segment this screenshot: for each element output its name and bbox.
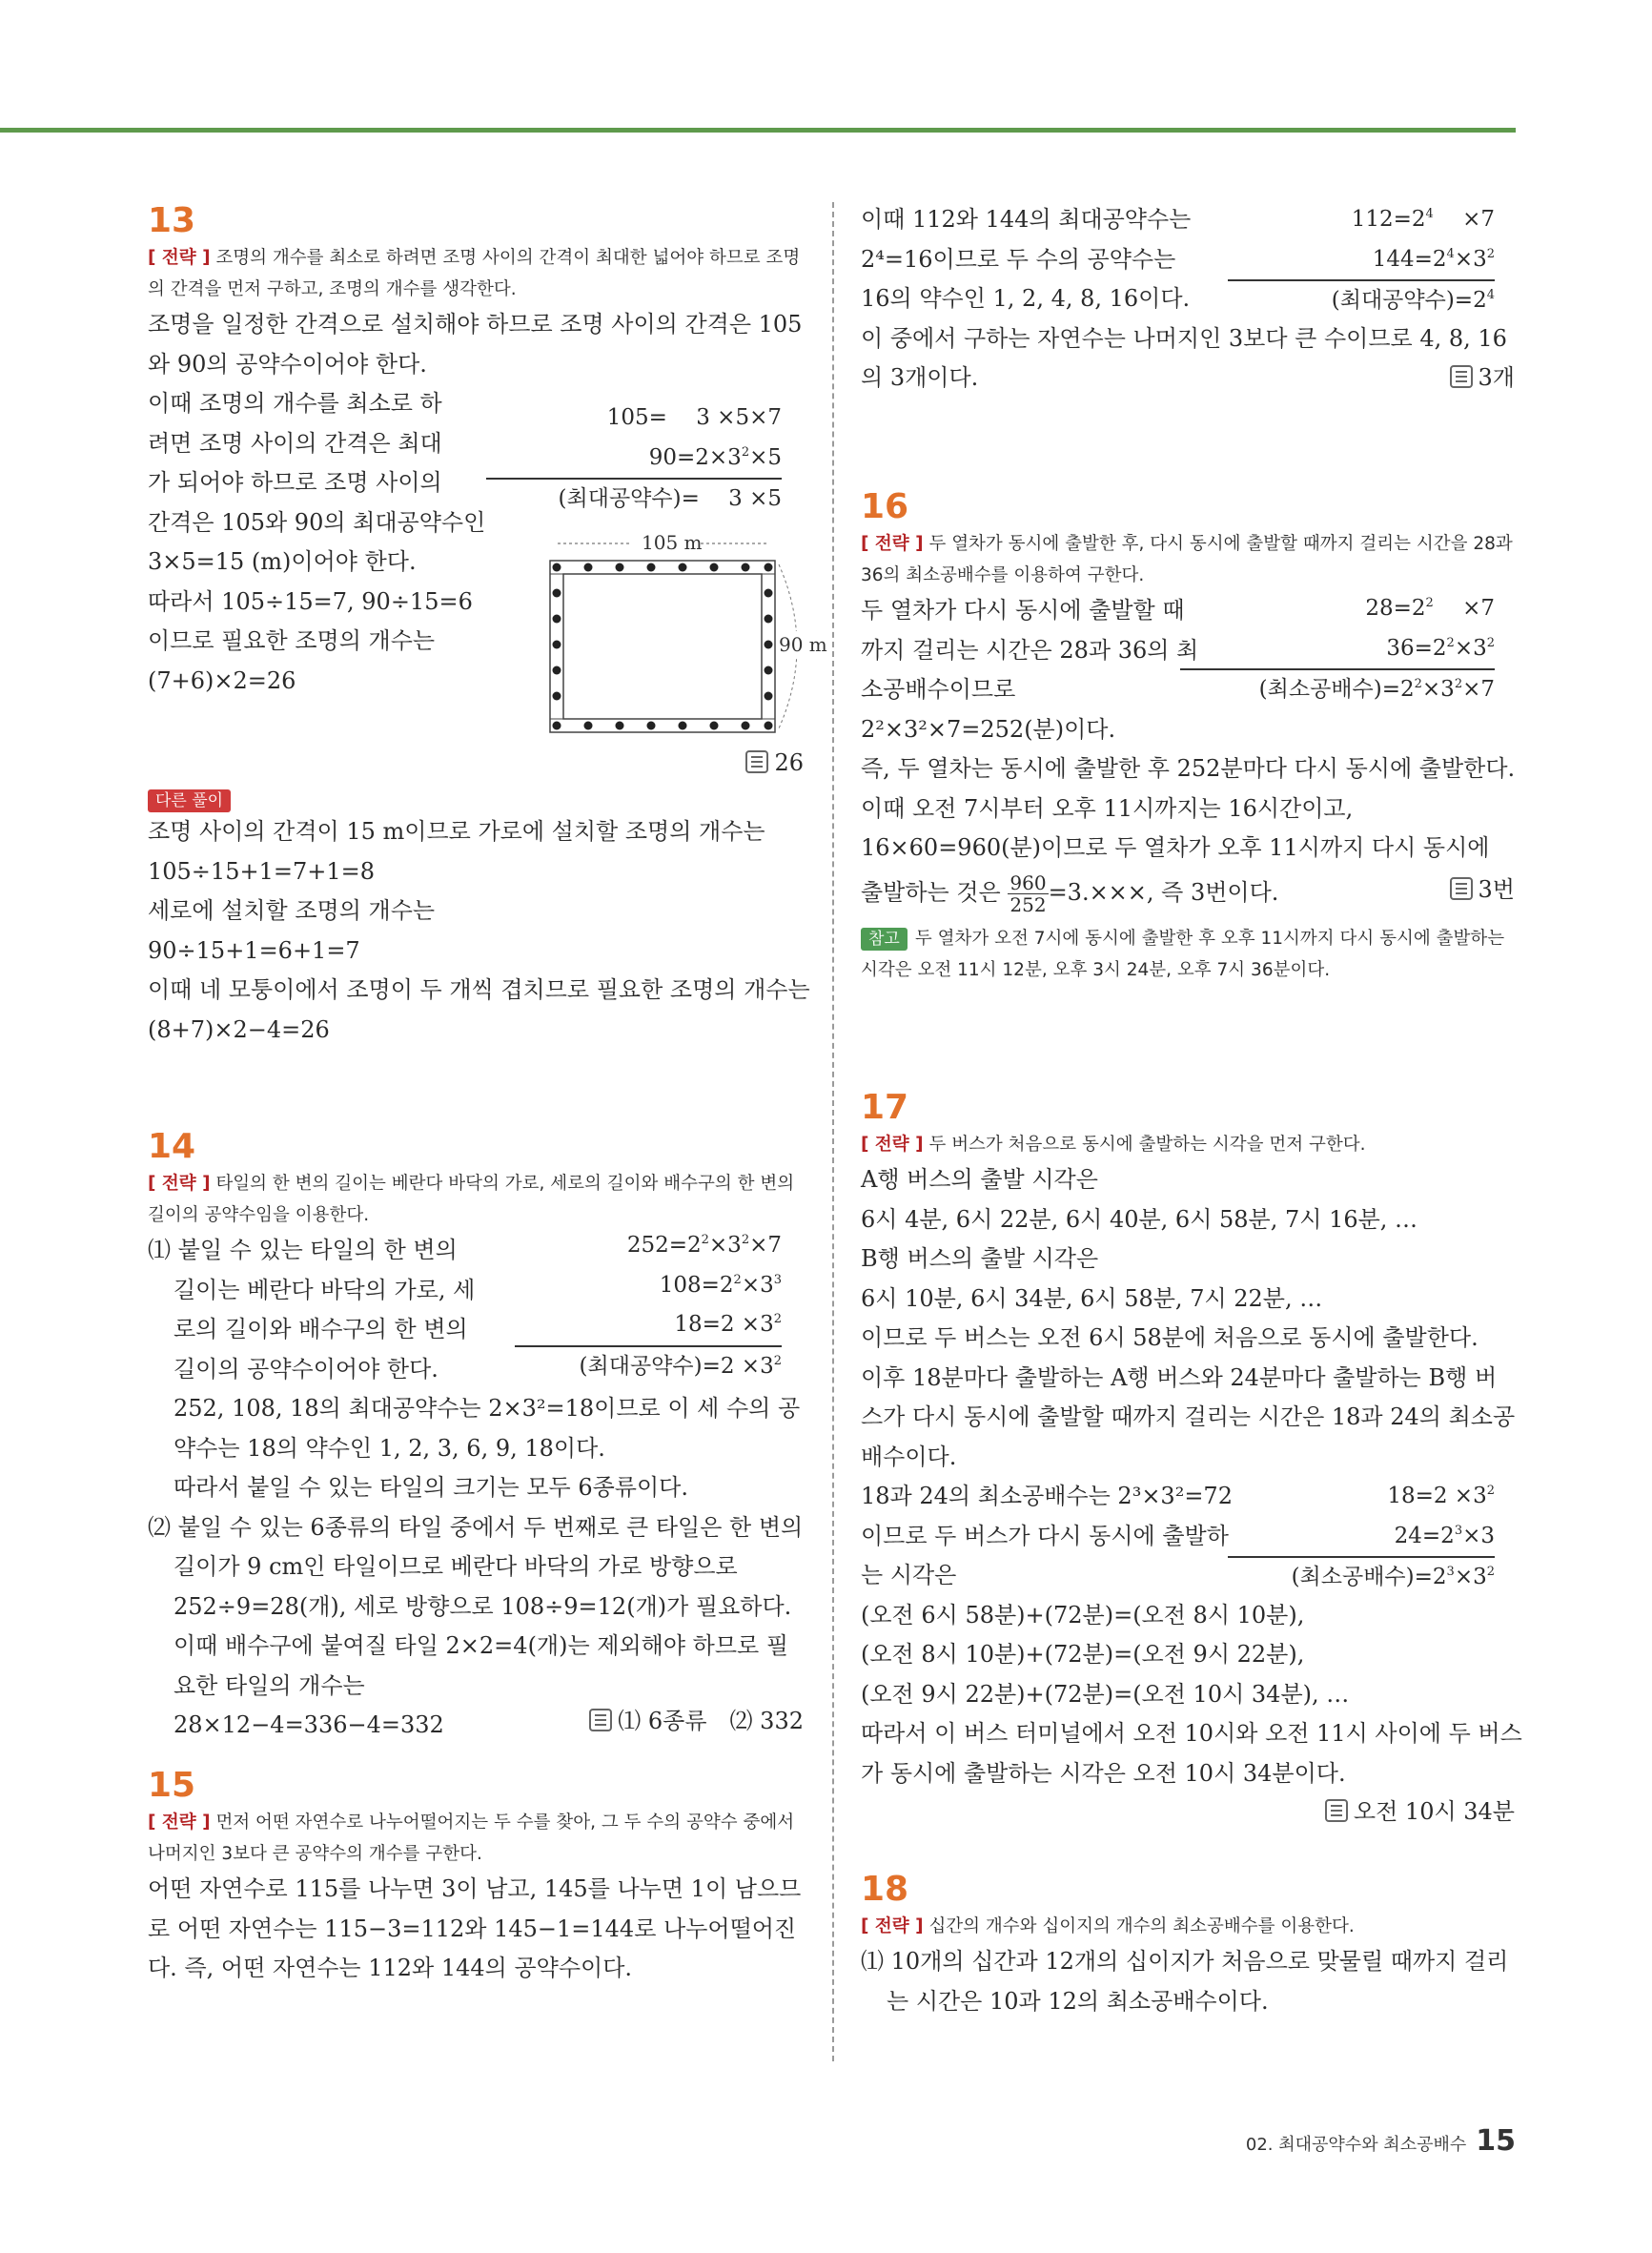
strategy-tag: [ 전략 ] — [148, 1813, 211, 1833]
solution-line — [861, 869, 1515, 916]
solution-line: 약수는 18의 약수인 1, 2, 3, 6, 9, 18이다. — [173, 1434, 605, 1462]
solution-line: 는 시간은 10과 12의 최소공배수이다. — [887, 1987, 1269, 2015]
solution-line: (오전 8시 10분)+(72분)=(오전 9시 22분), — [861, 1641, 1305, 1668]
solution-line: 이때 조명의 개수를 최소로 하 — [148, 390, 442, 417]
gcd-calculation — [515, 1226, 782, 1386]
calc-row: $108=2^2\times 3^3$ — [659, 1272, 782, 1298]
solution-line: 세로에 설치할 조명의 개수는 — [148, 897, 436, 924]
solution-line: 로 어떤 자연수는 115−3=112와 145−1=144로 나누어떨어진 — [148, 1915, 797, 1942]
section-title: 02. 최대공약수와 최소공배수 — [1245, 2135, 1467, 2155]
calc-row: (최대공약수)$=2 \times 3^2$ — [515, 1345, 782, 1387]
solution-line: 이므로 두 버스가 다시 동시에 출발하 — [861, 1522, 1229, 1549]
lcm-calculation — [1228, 1477, 1495, 1598]
solution-line: 따라서 105÷15=7, 90÷15=6 — [148, 587, 473, 615]
solution-line: 90÷15+1=6+1=7 — [148, 936, 360, 964]
calc-row: $252=2^2\times 3^2\times 7$ — [626, 1233, 782, 1258]
strategy — [148, 242, 804, 305]
solution-line: ⑵ 붙일 수 있는 6종류의 타일 중에서 두 번째로 큰 타일은 한 변의 — [148, 1513, 804, 1541]
problem-number: 17 — [861, 1088, 909, 1127]
solution-line: 의 3개이다. — [861, 364, 979, 391]
solution-line: 3×5=15 (m)이어야 한다. — [148, 548, 417, 575]
solution-line: 6시 10분, 6시 34분, 6시 58분, 7시 22분, … — [861, 1284, 1323, 1312]
solution-line: 이때 네 모퉁이에서 조명이 두 개씩 겹치므로 필요한 조명의 개수는 — [148, 976, 810, 1003]
diagram-width-label: 105 m — [642, 531, 703, 554]
diagram-height-label: 90 m — [779, 633, 827, 656]
answer-line — [1450, 358, 1515, 399]
problem-number: 18 — [861, 1870, 909, 1909]
solution-line: 소공배수이므로 — [861, 676, 1016, 703]
right-column — [861, 200, 1522, 2021]
strategy-tag: [ 전략 ] — [148, 248, 211, 268]
solution-line: 배수이다. — [861, 1443, 957, 1470]
calc-row: 105= 3 ×5×7 — [606, 405, 782, 430]
solution-line: 이때 배수구에 붙여질 타일 2×2=4(개)는 제외해야 하므로 필 — [173, 1632, 789, 1659]
solution-line: (8+7)×2−4=26 — [148, 1015, 330, 1043]
strategy-text: 십간의 개수와 십이지의 개수의 최소공배수를 이용한다. — [928, 1916, 1355, 1936]
strategy-tag: [ 전략 ] — [861, 1135, 924, 1155]
answer-line — [589, 1702, 804, 1742]
solution-line: 즉, 두 열차는 동시에 출발한 후 252분마다 다시 동시에 출발한다. — [861, 755, 1516, 782]
note — [861, 920, 1515, 986]
calc-row: (최소공배수)$=2^2\times 3^2\times 7$ — [1180, 668, 1495, 710]
problem-number: 14 — [148, 1127, 196, 1166]
solution-line: 이 중에서 구하는 자연수는 나머지인 3보다 큰 수이므로 4, 8, 16 — [861, 324, 1507, 352]
answer-value: 3개 — [1478, 364, 1515, 391]
left-column — [148, 200, 827, 1989]
solution-line: ⑴ 붙일 수 있는 타일의 한 변의 — [148, 1237, 458, 1263]
lighting-diagram — [529, 526, 827, 746]
gcd-calculation — [1228, 200, 1495, 321]
solution-line: 18과 24의 최소공배수는 2³×3²=72 — [861, 1483, 1233, 1509]
fraction — [1008, 872, 1048, 915]
solution-line: 다. 즉, 어떤 자연수는 112와 144의 공약수이다. — [148, 1955, 633, 1981]
strategy-text: 먼저 어떤 자연수로 나누어떨어지는 두 수를 찾아, 그 두 수의 공약수 중에서 나머지인 3보다 큰 공약수의 개수를 구한다. — [148, 1813, 795, 1864]
problem-15-continued — [861, 200, 1515, 486]
solution-line: A행 버스의 출발 시각은 — [861, 1166, 1098, 1193]
strategy-tag: [ 전략 ] — [148, 1174, 211, 1194]
calc-row: $144=2^4\times 3^2$ — [1372, 246, 1495, 272]
solution-line: 28×12−4=336−4=332 — [173, 1711, 444, 1738]
solution-line: 105÷15+1=7+1=8 — [148, 857, 375, 885]
column-divider — [832, 202, 834, 2061]
calc-row: $18=2 \times 3^2$ — [674, 1312, 782, 1337]
solution-line: 252÷9=28(개), 세로 방향으로 108÷9=12(개)가 필요하다. — [173, 1592, 792, 1620]
solution-line: 16의 약수인 1, 2, 4, 8, 16이다. — [861, 285, 1191, 312]
answer-icon — [1450, 877, 1473, 900]
solution-text: =3.×××, 즉 3번이다. — [1048, 878, 1279, 906]
calc-row: $36=2^2\times 3^2$ — [1386, 635, 1495, 661]
solution-line: 간격은 105와 90의 최대공약수인 — [148, 508, 486, 536]
solution-line: 스가 다시 동시에 출발할 때까지 걸리는 시간은 18과 24의 최소공 — [861, 1403, 1516, 1430]
page-number: 15 — [1476, 2124, 1516, 2158]
solution-line: 따라서 붙일 수 있는 타일의 크기는 모두 6종류이다. — [173, 1474, 688, 1501]
strategy — [861, 1129, 1515, 1160]
strategy-text: 조명의 개수를 최소로 하려면 조명 사이의 간격이 최대한 넓어야 하므로 조명의 간격을 먼저 구하고, 조명의 개수를 생각한다. — [148, 248, 801, 299]
answer-line — [745, 744, 804, 784]
solution-line: (오전 9시 22분)+(72분)=(오전 10시 34분), … — [861, 1680, 1350, 1708]
calc-row: $90=2\times 3^2\times 5$ — [648, 444, 782, 470]
answer-line — [1450, 866, 1515, 913]
strategy — [148, 1807, 804, 1870]
answer-icon — [1450, 365, 1473, 388]
lcm-calculation — [1180, 589, 1495, 710]
problem-14 — [148, 1126, 804, 1746]
calc-row: $112=2^4$ ×7 — [1351, 207, 1495, 232]
answer-line — [1325, 1792, 1515, 1833]
strategy-text: 두 열차가 동시에 출발한 후, 다시 동시에 출발할 때까지 걸리는 시간을 28과 36의 최소공배수를 이용하여 구한다. — [861, 534, 1513, 585]
solution-line: 요한 타일의 개수는 — [173, 1671, 365, 1699]
solution-line: 길이가 9 cm인 타일이므로 베란다 바닥의 가로 방향으로 — [173, 1553, 738, 1580]
strategy-tag: [ 전략 ] — [861, 534, 924, 554]
solution-line: 2²×3²×7=252(분)이다. — [861, 715, 1116, 743]
calc-row: (최대공약수)= 3 ×5 — [486, 478, 782, 520]
answer-icon — [745, 750, 768, 773]
solution-line: 길이는 베란다 바닥의 가로, 세 — [173, 1276, 476, 1303]
strategy — [861, 528, 1515, 591]
answer-value: 오전 10시 34분 — [1353, 1798, 1515, 1825]
solution-line: 252, 108, 18의 최대공약수는 2×3²=18이므로 이 세 수의 공 — [173, 1395, 801, 1422]
note-text: 두 열차가 오전 7시에 동시에 출발한 후 오후 11시까지 다시 동시에 출발하는 시각은 오전 11시 12분, 오후 3시 24분, 오후 7시 36분이다. — [861, 928, 1505, 980]
top-green-rule — [0, 128, 1516, 133]
solution-line: 2⁴=16이므로 두 수의 공약수는 — [861, 245, 1176, 273]
alternative-solution — [148, 782, 810, 1050]
problem-18 — [861, 1869, 1515, 2021]
solution-line: ⑴ 10개의 십간과 12개의 십이지가 처음으로 맞물릴 때까지 걸리 — [861, 1948, 1509, 1975]
answer-value: ⑴ 6종류 ⑵ 332 — [618, 1708, 804, 1734]
solution-line: 와 90의 공약수이어야 한다. — [148, 350, 427, 378]
page-footer — [1239, 2124, 1516, 2158]
calc-row: $24=2^3\times 3$ — [1394, 1523, 1495, 1548]
solution-line: (7+6)×2=26 — [148, 666, 296, 694]
calc-row: $28=2^2$ ×7 — [1365, 596, 1495, 621]
problem-13 — [148, 200, 827, 782]
solution-line: 길이의 공약수이어야 한다. — [173, 1355, 438, 1383]
strategy — [148, 1168, 804, 1231]
problem-number: 15 — [148, 1766, 196, 1805]
solution-line: 따라서 이 버스 터미널에서 오전 10시와 오전 11시 사이에 두 버스 — [861, 1720, 1522, 1747]
calc-row: (최소공배수)$=2^3\times 3^2$ — [1228, 1556, 1495, 1598]
strategy-tag: [ 전략 ] — [861, 1916, 924, 1936]
solution-line: 어떤 자연수로 115를 나누면 3이 남고, 145를 나누면 1이 남으므 — [148, 1875, 802, 1902]
solution-line: 가 동시에 출발하는 시각은 오전 10시 34분이다. — [861, 1759, 1346, 1787]
gcd-calculation — [486, 399, 782, 520]
solution-line: 두 열차가 다시 동시에 출발할 때 — [861, 597, 1185, 624]
solution-line: 이때 오전 7시부터 오후 11시까지는 16시간이고, — [861, 794, 1354, 822]
answer-icon — [1325, 1799, 1348, 1822]
solution-line: 려면 조명 사이의 간격은 최대 — [148, 429, 442, 457]
answer-value: 26 — [774, 749, 804, 776]
solution-line: 조명을 일정한 간격으로 설치해야 하므로 조명 사이의 간격은 105 — [148, 311, 803, 338]
solution-line: 이므로 필요한 조명의 개수는 — [148, 627, 436, 654]
solution-line: 이후 18분마다 출발하는 A행 버스와 24분마다 출발하는 B행 버 — [861, 1363, 1498, 1391]
problem-number: 16 — [861, 487, 909, 526]
calc-row: (최대공약수)$=2^4$ — [1228, 279, 1495, 321]
strategy-text: 두 버스가 처음으로 동시에 출발하는 시각을 먼저 구한다. — [928, 1135, 1366, 1155]
fraction-numerator: 960 — [1010, 870, 1047, 894]
solution-line: 이므로 두 버스는 오전 6시 58분에 처음으로 동시에 출발한다. — [861, 1324, 1479, 1351]
problem-number: 13 — [148, 201, 196, 240]
calc-row: $18=2 \times 3^2$ — [1387, 1484, 1495, 1508]
solution-line: 로의 길이와 배수구의 한 변의 — [173, 1316, 468, 1342]
fraction-denominator: 252 — [1010, 892, 1047, 916]
problem-15 — [148, 1765, 804, 1989]
strategy-text: 타일의 한 변의 길이는 베란다 바닥의 가로, 세로의 길이와 배수구의 한 변의 길이의 공약수임을 이용한다. — [148, 1174, 795, 1225]
answer-value: 3번 — [1478, 876, 1515, 903]
note-tag: 참고 — [861, 928, 908, 951]
solution-line: 는 시각은 — [861, 1562, 957, 1588]
solution-line: 가 되어야 하므로 조명 사이의 — [148, 469, 442, 496]
solution-line: 까지 걸리는 시간은 28과 36의 최 — [861, 636, 1199, 664]
problem-16 — [861, 486, 1515, 1087]
solution-line: 이때 112와 144의 최대공약수는 — [861, 206, 1192, 233]
solution-line: 16×60=960(분)이므로 두 열차가 오후 11시까지 다시 동시에 — [861, 834, 1490, 861]
solution-line: 조명 사이의 간격이 15 m이므로 가로에 설치할 조명의 개수는 — [148, 818, 765, 845]
answer-icon — [589, 1709, 612, 1731]
solution-line: B행 버스의 출발 시각은 — [861, 1245, 1099, 1272]
strategy — [861, 1911, 1515, 1942]
alt-solution-tag: 다른 풀이 — [148, 789, 231, 812]
problem-17 — [861, 1087, 1522, 1869]
solution-text: 출발하는 것은 — [861, 878, 1001, 906]
solution-line: 6시 4분, 6시 22분, 6시 40분, 6시 58분, 7시 16분, … — [861, 1205, 1418, 1233]
solution-line: (오전 6시 58분)+(72분)=(오전 8시 10분), — [861, 1601, 1305, 1628]
